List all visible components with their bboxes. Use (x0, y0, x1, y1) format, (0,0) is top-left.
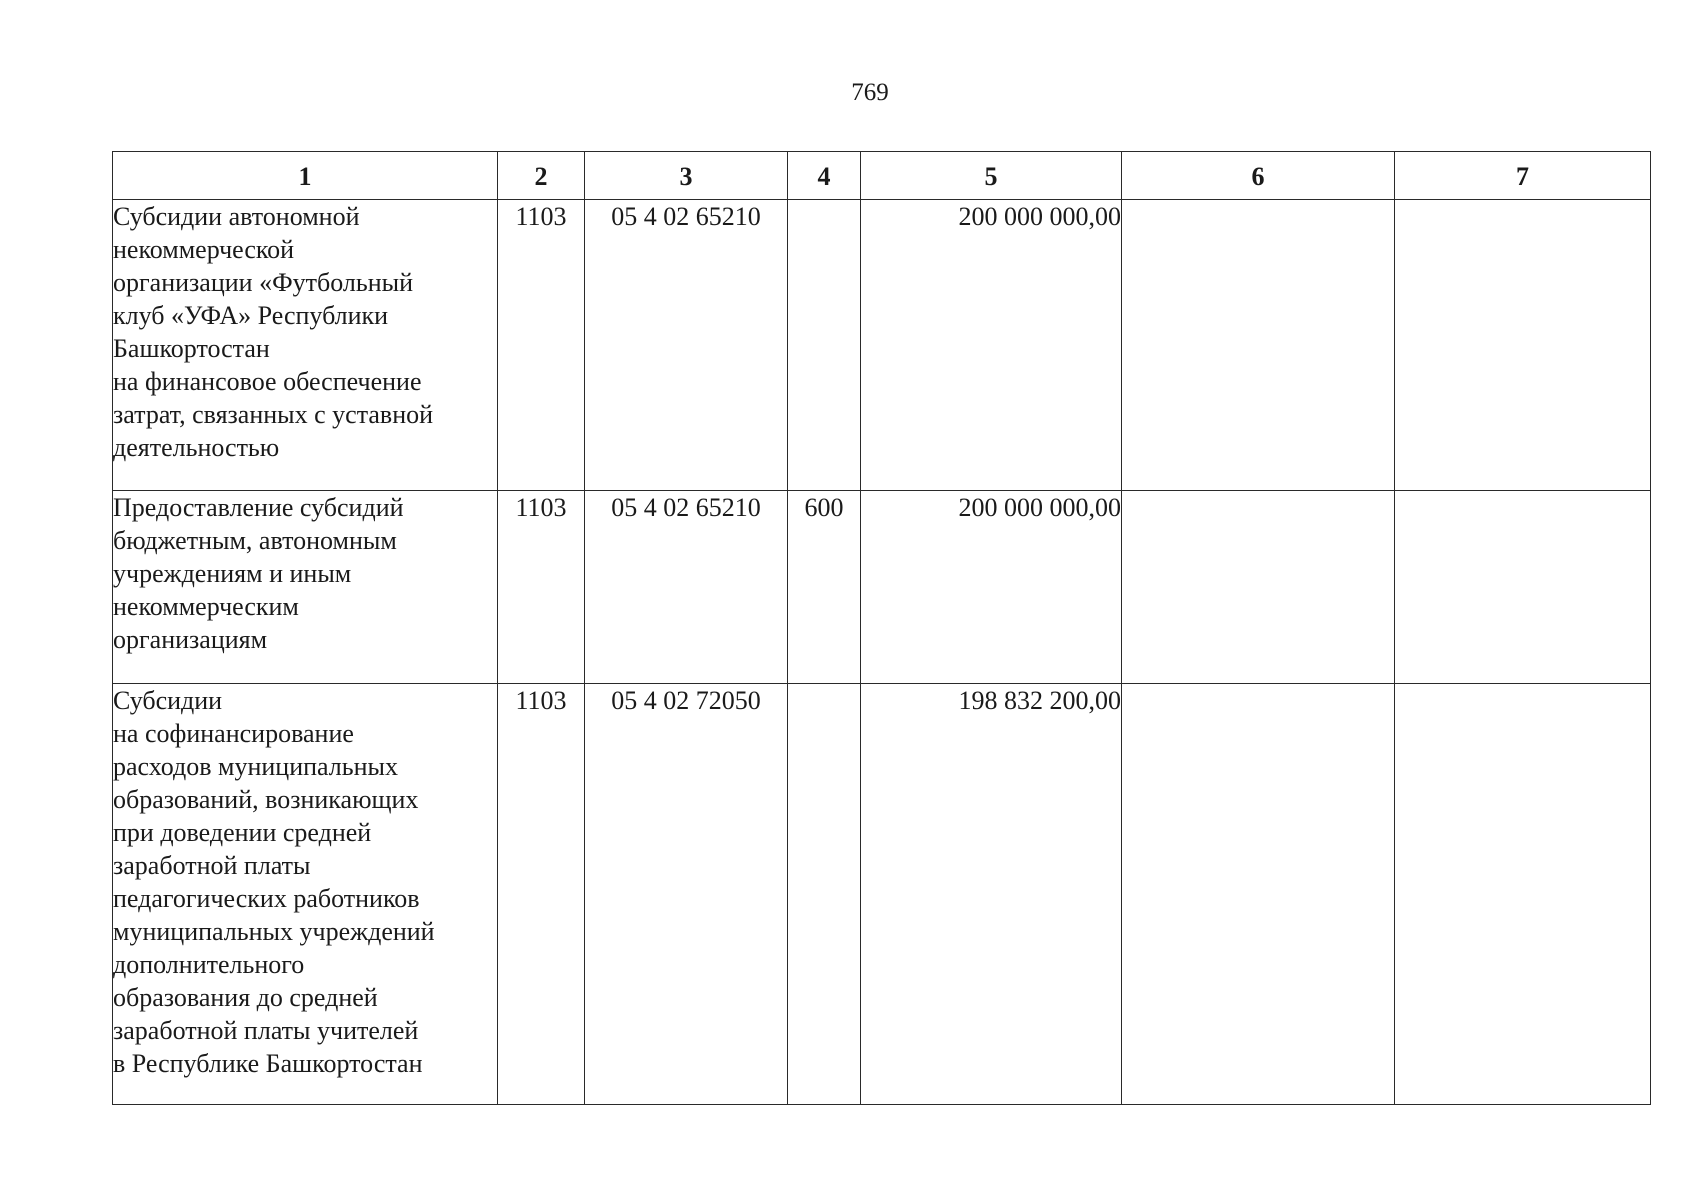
column-7-cell (1395, 684, 1651, 1105)
section-code-cell: 1103 (498, 684, 585, 1105)
table-row (113, 491, 1651, 684)
amount-cell: 200 000 000,00 (861, 200, 1122, 491)
expense-type-cell (788, 200, 861, 491)
description-line: на финансовое обеспечение (113, 367, 422, 396)
column-6-cell (1122, 491, 1395, 684)
description-line: заработной платы учителей (113, 1016, 419, 1045)
description-line: педагогических работников (113, 884, 420, 913)
row-description (113, 491, 498, 684)
description-line: образования до средней (113, 983, 378, 1012)
target-article-cell: 05 4 02 65210 (585, 491, 788, 684)
row-description (113, 684, 498, 1105)
expense-type-cell: 600 (788, 491, 861, 684)
amount-cell: 198 832 200,00 (861, 684, 1122, 1105)
table-header-row (113, 152, 1651, 200)
description-line: расходов муниципальных (113, 752, 399, 781)
description-line: на софинансирование (113, 719, 354, 748)
description-line: Башкортостан (113, 334, 270, 363)
column-6-cell (1122, 200, 1395, 491)
description-line: заработной платы (113, 851, 311, 880)
section-code-cell: 1103 (498, 200, 585, 491)
column-header-4: 4 (788, 152, 861, 200)
description-line: при доведении средней (113, 818, 372, 847)
description-line: деятельностью (113, 433, 280, 462)
expense-type-cell (788, 684, 861, 1105)
description-line: в Республике Башкортостан (113, 1049, 423, 1078)
column-header-1: 1 (113, 152, 498, 200)
description-line: некоммерческой (113, 235, 295, 264)
description-line: учреждениям и иным (113, 559, 352, 588)
table-row (113, 684, 1651, 1105)
description-line: Субсидии (113, 686, 223, 715)
column-7-cell (1395, 491, 1651, 684)
amount-cell: 200 000 000,00 (861, 491, 1122, 684)
budget-table (112, 151, 1651, 1105)
column-header-7: 7 (1395, 152, 1651, 200)
description-line: клуб «УФА» Республики (113, 301, 389, 330)
description-line: некоммерческим (113, 592, 299, 621)
description-line: дополнительного (113, 950, 305, 979)
description-line: муниципальных учреждений (113, 917, 435, 946)
column-header-2: 2 (498, 152, 585, 200)
description-line: бюджетным, автономным (113, 526, 397, 555)
column-6-cell (1122, 684, 1395, 1105)
column-header-3: 3 (585, 152, 788, 200)
target-article-cell: 05 4 02 72050 (585, 684, 788, 1105)
table-row (113, 200, 1651, 491)
page-number: 769 (851, 79, 889, 106)
column-7-cell (1395, 200, 1651, 491)
description-line: организациям (113, 625, 268, 654)
column-header-6: 6 (1122, 152, 1395, 200)
description-line: затрат, связанных с уставной (113, 400, 434, 429)
row-description (113, 200, 498, 491)
description-line: образований, возникающих (113, 785, 419, 814)
column-header-5: 5 (861, 152, 1122, 200)
section-code-cell: 1103 (498, 491, 585, 684)
target-article-cell: 05 4 02 65210 (585, 200, 788, 491)
description-line: организации «Футбольный (113, 268, 414, 297)
description-line: Предоставление субсидий (113, 493, 404, 522)
description-line: Субсидии автономной (113, 202, 360, 231)
